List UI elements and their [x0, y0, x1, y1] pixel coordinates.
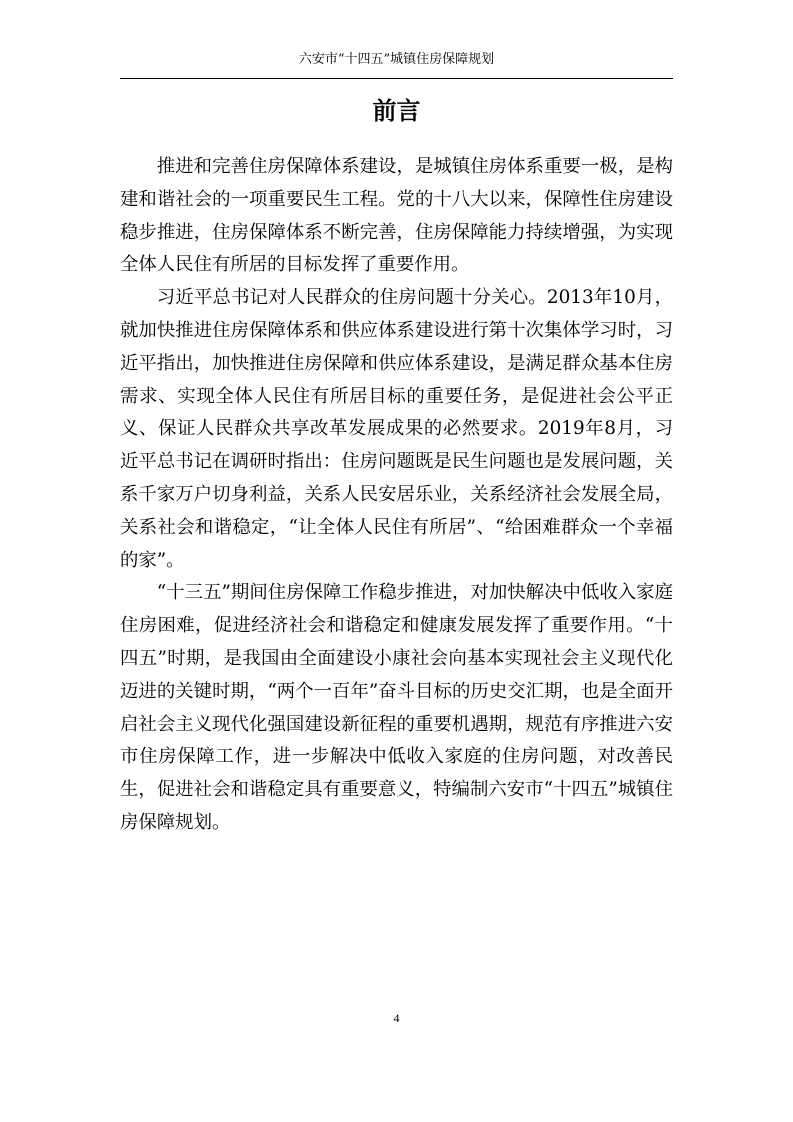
page-number: 4	[393, 1011, 400, 1025]
paragraph: 推进和完善住房保障体系建设，是城镇住房体系重要一极，是构建和谐社会的一项重要民生工程。党的十八大以来，保障性住房建设稳步推进，住房保障体系不断完善，住房保障能力持续增强，为实现全体人民住有所居的目标发挥了重要作用。	[120, 156, 673, 276]
paragraph: 习近平总书记对人民群众的住房问题十分关心。2013年10月，就加快推进住房保障体系和供应体系建设进行第十次集体学习时，习近平指出，加快推进住房保障和供应体系建设，是满足群众基本住房需求、实现全体人民住有所居目标的重要任务，是促进社会公平正义、保证人民群众共享改革发展成果的必然要求。2019年8月，习近平总书记在调研时指出：住房问题既是民生问题也是发展问题，关系千家万户切身利益，关系人民安居乐业，关系经济社会发展全局，关系社会和谐稳定，“让全体人民住有所居”、“给困难群众一个幸福的家”。	[120, 287, 673, 571]
running-header: 六安市“十四五”城镇住房保障规划	[298, 52, 495, 67]
paragraph: “十三五”期间住房保障工作稳步推进，对加快解决中低收入家庭住房困难，促进经济社会和谐稳定和健康发展发挥了重要作用。“十四五”时期，是我国由全面建设小康社会向基本实现社会主义现代化迈进的关键时期，“两个一百年”奋斗目标的历史交汇期，也是全面开启社会主义现代化强国建设新征程的重要机遇期，规范有序推进六安市住房保障工作，进一步解决中低收入家庭的住房问题，对改善民生，促进社会和谐稳定具有重要意义，特编制六安市“十四五”城镇住房保障规划。	[120, 582, 673, 833]
page-title: 前言	[372, 97, 421, 125]
header-divider	[120, 78, 673, 79]
body-text	[120, 151, 673, 840]
